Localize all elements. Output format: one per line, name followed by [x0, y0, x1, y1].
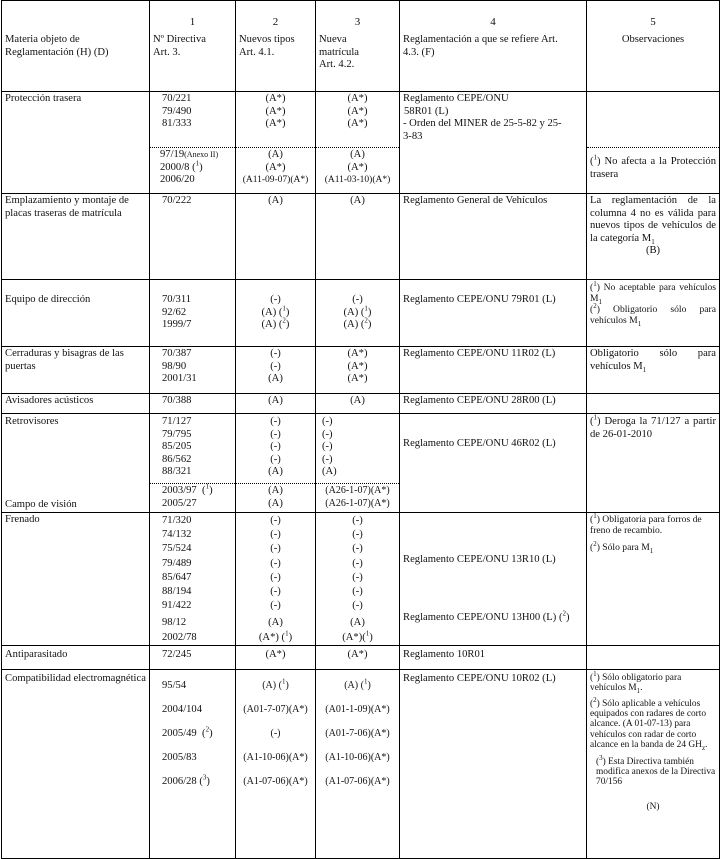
materia-cerraduras: Cerraduras y bisagras de las puertas [5, 348, 124, 372]
obs-retrovisores: ($^1$) Deroga la 71/127 a partir de 26-01-2010 [590, 413, 716, 440]
table-row: Cerraduras y bisagras de las puertas 70/387 98/90 2001/31 (-) (-) (A) (A*) (A*) (A*) Reglamento CEPE/ONU 11R02 (L) Obligatorio sólo para vehículos $M_1$ [2, 347, 720, 394]
regl-antiparasitado: Reglamento 10R01 [403, 648, 486, 660]
header-reglamentacion: Reglamentación a que se refiere Art. [403, 34, 558, 45]
header-directiva: Nº Directiva [153, 34, 206, 45]
table-row: 2003/97 ($^1$) 2005/27 (A) (A) (A26-1-07)(A*) (A26-1-07)(A*) [2, 484, 720, 513]
table-row: Retrovisores Campo de visión 71/127 79/795 85/205 86/562 88/321 (-) (-) (-) (-) (A) (-) (-) (-) (-) (A) Reglamento CEPE/ONU 46R02 (L) ($^1$) Deroga la 71/127 a partir de 26-01-2010 [2, 414, 720, 484]
regl-proteccion: Reglamento CEPE/ONU [403, 93, 509, 104]
materia-proteccion: Protección trasera [5, 93, 82, 104]
obs-proteccion: ($^1$) No afecta a la Protección trasera [590, 153, 716, 180]
table-row: Compatibilidad electromagnética 95/54 2004/104 2005/49 ($^2$) 2005/83 2006/28 ($^3$) (A) ($^1$) (A01-7-07)(A*) (-) (A1-10-06)(A*) (A1-07-06)(A*) (A) ($^1$) (A01-1-09)(A*) (A01-7-06)(A*) (A1-10-06)(A*) (A1-07-06)(A*) Reglamento CEPE/ONU 10R02 (L) ($^1$) Sólo obligatorio para vehículos $M_1$. ($^2$) Sólo aplicable a vehículos equipados con radares de corto alcance. (A 01-07-13) para vehículos con radar de corto alcance en la banda de 24 $GH_z$. ($^3$) Esta Directiva también modifica anexos de la Directiva 70/156 (N) [2, 669, 720, 858]
regl-emplazamiento: Reglamento General de Vehículos [403, 195, 548, 206]
materia-antiparasitado: Antiparasitado [5, 648, 68, 660]
header-nueva-matricula: Nueva [319, 34, 347, 45]
col-number-4: 4 [490, 16, 496, 28]
header-row: Materia objeto de Reglamentación (H) (D) 1 Nº Directiva Art. 3. 2 Nuevos tipos Art. 4.1. 3 Nueva matrícula Art. 4.2. 4 Reglamentación a que se refiere Art. 4.3. (F) 5 Observaciones [2, 1, 720, 92]
obs-compatibilidad: ($^1$) Sólo obligatorio para vehículos $M_1$. ($^2$) Sólo aplicable a vehículos equipados con radares de corto alcance. (A 01-07-13) para vehículos con radar de corto alcance en la banda de 24 $GH_z$. ($^3$) Esta Directiva también modifica anexos de la Directiva 70/156 (N) [587, 669, 720, 858]
materia-campo-vision: Campo de visión [5, 498, 77, 510]
table-row: Emplazamiento y montaje de placas traseras de matrícula 70/222 (A) (A) Reglamento General de Vehículos La reglamentación de la columna 4 no es válida para nuevos tipos de vehículos de la categoría $M_1$ (B) [2, 194, 720, 280]
materia-compatibilidad: Compatibilidad electromagnética [5, 672, 146, 684]
materia-emplazamiento: Emplazamiento y montaje de placas traseras de matrícula [5, 195, 129, 219]
table-row: Protección trasera 70/221 79/490 81/333 (A*) (A*) (A*) (A*) (A*) (A*) Reglamento CEPE/ONU 58R01 (L) - Orden del MINER de 25-5-82 y 25- 3-83 [2, 92, 720, 148]
table-row: Avisadores acústicos 70/388 (A) (A) Reglamento CEPE/ONU 28R00 (L) [2, 394, 720, 414]
regulation-table [1, 0, 720, 859]
obs-cerraduras: Obligatorio sólo para vehículos $M_1$ [590, 348, 716, 374]
table-row: Equipo de dirección 70/311 92/62 1999/7 (-) (A) ($^1$) (A) ($^2$) (-) (A) ($^1$) (A) ($^2$) Reglamento CEPE/ONU 79R01 (L) ($^1$) No aceptable para vehículos $M_1$ ($^2$) Obligatorio sólo para vehículos $M_1$ [2, 280, 720, 347]
regl-cerraduras: Reglamento CEPE/ONU 11R02 (L) [403, 348, 556, 359]
table-row: Frenado 71/320 74/132 75/524 79/489 85/647 88/194 91/422 98/12 2002/78 (-) (-) (-) (-) (-) (-) (-) (A) (A*) ($^1$) (-) (-) (-) (-) (-) (-) (-) (A) (A*)($^1$) Reglamento CEPE/ONU 13R10 (L) Reglamento CEPE/ONU 13H00 (L) ($^2$) ($^1$) Obligatoria para forros de freno de recambio. ($^2$) Sólo para $M_1$ [2, 513, 720, 646]
header-materia: Materia objeto de [5, 34, 80, 45]
materia-avisadores: Avisadores acústicos [5, 395, 94, 406]
materia-retrovisores: Retrovisores [5, 416, 59, 427]
regl-frenado-1: Reglamento CEPE/ONU 13R10 (L) [403, 554, 556, 565]
materia-frenado: Frenado [5, 514, 40, 525]
materia-direccion: Equipo de dirección [5, 294, 91, 305]
regl-frenado-2: Reglamento CEPE/ONU 13H00 (L) ($^2$) [403, 609, 570, 623]
regl-direccion: Reglamento CEPE/ONU 79R01 (L) [403, 294, 556, 305]
regl-retrovisores: Reglamento CEPE/ONU 46R02 (L) [403, 438, 556, 449]
obs-direccion: ($^1$) No aceptable para vehículos $M_1$ ($^2$) Obligatorio sólo para vehículos $M_1$ [587, 280, 720, 347]
col-number-5: 5 [650, 16, 656, 28]
col-number-3: 3 [354, 16, 361, 28]
table-row: Antiparasitado 72/245 (A*) (A*) Reglamento 10R01 [2, 645, 720, 669]
table-row: 97/19(Anexo II) 2000/8 ($^1$) 2006/20 (A) (A*) (A11-09-07)(A*) (A) (A*) (A11-03-10)(A*) ($^1$) No afecta a la Protección trasera [2, 148, 720, 194]
obs-frenado: ($^1$) Obligatoria para forros de freno de recambio. ($^2$) Sólo para $M_1$ [587, 513, 720, 646]
col-number-2: 2 [272, 16, 279, 28]
col-number-1: 1 [189, 16, 196, 28]
regl-avisadores: Reglamento CEPE/ONU 28R00 (L) [403, 395, 556, 406]
regl-compatibilidad: Reglamento CEPE/ONU 10R02 (L) [403, 672, 556, 684]
obs-emplazamiento: La reglamentación de la columna 4 no es válida para nuevos tipos de vehículos de la categoría $M_1$ [590, 195, 716, 246]
header-observaciones: Observaciones [621, 34, 685, 45]
header-nuevos-tipos: Nuevos tipos [239, 34, 295, 45]
